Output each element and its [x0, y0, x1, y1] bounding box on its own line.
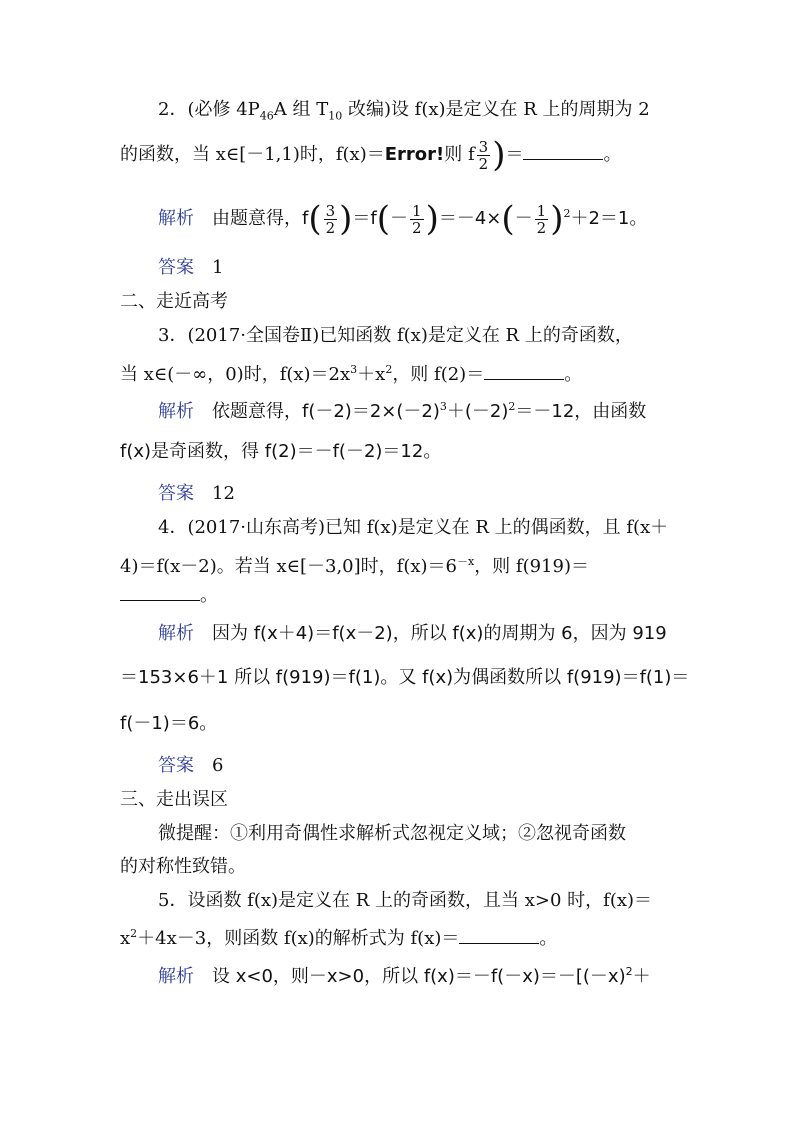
q2-line2-b: 则 f — [444, 144, 475, 165]
answer-value: 6 — [212, 755, 224, 776]
solution-4-line-1 — [158, 622, 718, 646]
exponent: 2 — [625, 965, 633, 978]
solution-label: 解析 — [158, 623, 194, 644]
q4-line2-a: 4)＝f(x－2)。若当 x∈[－3,0]时，f(x)＝6 — [120, 556, 457, 577]
fraction-3-2 — [477, 139, 491, 172]
tip-line-1 — [158, 822, 718, 846]
q5-line2-b: ＋4x－3，则函数 f(x)的解析式为 f(x)＝ — [137, 928, 460, 949]
q5-line2-c: 。 — [539, 928, 558, 949]
frac-num: 1 — [536, 201, 547, 220]
tip-line1: 微提醒：①利用奇偶性求解析式忽视定义域；②忽视奇函数 — [158, 823, 626, 844]
question-4-line-1 — [158, 516, 718, 540]
frac-num: 3 — [325, 201, 336, 220]
q3-line2-b: ＋x — [357, 364, 386, 385]
solution-4-line-2 — [120, 666, 690, 690]
answer-value: 1 — [212, 257, 224, 278]
section-title: 二、走近高考 — [120, 291, 228, 312]
solution-3-line-2 — [120, 440, 680, 464]
question-5-line-1 — [158, 889, 718, 913]
frac-den: 2 — [412, 218, 422, 237]
sol3-line2: f(x)是奇函数，得 f(2)＝－f(－2)＝12。 — [120, 441, 442, 462]
sol3-line1-b: ＋(－2) — [446, 401, 509, 422]
answer-value: 12 — [212, 483, 235, 504]
q3-line2-c: ，则 f(2)＝ — [392, 364, 485, 385]
answer-3 — [158, 482, 718, 506]
section-title: 三、走出误区 — [120, 789, 228, 810]
frac-num: 1 — [412, 201, 422, 220]
q2-sub-10: 10 — [328, 109, 343, 123]
question-5-line-2 — [120, 922, 680, 951]
exponent: 2 — [508, 400, 516, 413]
solution-label: 解析 — [158, 966, 194, 987]
q2-line2-a: 的函数，当 x∈[－1,1)时，f(x)＝ — [120, 144, 385, 165]
tip-line-2 — [120, 855, 680, 879]
sol4-line3: f(－1)＝6。 — [120, 713, 218, 734]
q4-line1: 4．(2017·山东高考)已知 f(x)是定义在 R 上的偶函数，且 f(x＋ — [158, 517, 669, 538]
solution-3-line-1 — [158, 395, 718, 424]
sol2-frac-2 — [410, 203, 424, 236]
paren-close: ) — [425, 199, 439, 239]
q3-line2-a: 当 x∈(－∞，0)时，f(x)＝2x — [120, 364, 351, 385]
frac-den: 2 — [536, 218, 547, 237]
sol2-frac-3 — [535, 203, 549, 236]
q3-line1: 3．(2017·全国卷Ⅱ)已知函数 f(x)是定义在 R 上的奇函数， — [158, 325, 633, 346]
q5-line1: 5．设函数 f(x)是定义在 R 上的奇函数，且当 x>0 时，f(x)＝ — [158, 890, 653, 911]
answer-blank — [459, 929, 539, 944]
question-2-line-1 — [158, 98, 718, 129]
sol5-tail: ＋ — [632, 966, 651, 987]
q4-line3: 。 — [200, 585, 218, 606]
q2-text-c: 改编)设 f(x)是定义在 R 上的周期为 2 — [342, 99, 650, 120]
solution-2 — [158, 199, 718, 239]
sol2-text-c: ＝－4× — [438, 208, 502, 229]
frac-num: 3 — [478, 137, 489, 156]
sol3-line1-c: ＝－12，由函数 — [515, 401, 647, 422]
sol3-line1-a: 依题意得，f(－2)＝2×(－2) — [212, 401, 440, 422]
exponent: 2 — [385, 363, 393, 376]
paren-open: ( — [308, 199, 322, 239]
question-3-line-1 — [158, 324, 718, 348]
exponent: 3 — [439, 400, 447, 413]
paren-close: ) — [550, 199, 564, 239]
paren-open: ( — [376, 199, 391, 239]
q2-line2-c: ＝ — [505, 144, 524, 165]
q5-line2-a: x — [120, 928, 131, 949]
answer-blank — [523, 145, 603, 160]
q2-sub-46: 46 — [259, 109, 274, 123]
answer-label: 答案 — [158, 483, 194, 504]
answer-label: 答案 — [158, 755, 194, 776]
question-4-line-2 — [120, 550, 680, 579]
solution-label: 解析 — [158, 208, 194, 229]
frac-den: 2 — [478, 154, 489, 173]
sol5-text: 设 x<0，则－x>0，所以 f(x)＝－f(－x)＝－[(－x) — [212, 966, 626, 987]
error-text: Error! — [384, 144, 445, 165]
answer-label: 答案 — [158, 257, 194, 278]
sol2-frac-1 — [324, 203, 338, 236]
answer-2 — [158, 256, 718, 280]
paren-open: ( — [501, 199, 515, 239]
answer-blank — [484, 365, 564, 380]
solution-label: 解析 — [158, 401, 194, 422]
q2-line2-d: 。 — [603, 144, 622, 165]
sol2-text-a: 由题意得，f — [212, 208, 309, 229]
q2-text-a: 2．(必修 4P — [158, 99, 260, 120]
sol2-text-b: ＝f — [352, 208, 377, 229]
paren-close: ) — [339, 199, 353, 239]
section-heading-3 — [120, 788, 680, 812]
paren-close: ) — [492, 135, 506, 175]
sol4-line2: ＝153×6＋1 所以 f(919)＝f(1)。又 f(x)为偶函数所以 f(919)＝f(1)＝ — [120, 667, 690, 688]
solution-5-line-1 — [158, 960, 718, 989]
neg-sign: － — [514, 208, 533, 229]
sol2-text-d: ＋2＝1。 — [570, 208, 648, 229]
exponent: 2 — [130, 927, 138, 940]
q3-line2-d: 。 — [564, 364, 583, 385]
section-heading-2 — [120, 290, 680, 314]
q4-line2-b: ，则 f(919)＝ — [474, 556, 589, 577]
question-4-line-3 — [120, 584, 680, 608]
question-2-line-2 — [120, 135, 680, 175]
answer-4 — [158, 754, 718, 778]
solution-4-line-3 — [120, 712, 680, 736]
q2-text-b: A 组 T — [273, 99, 329, 120]
exponent: －x — [456, 555, 475, 568]
answer-blank — [120, 586, 200, 601]
question-3-line-2 — [120, 358, 680, 387]
frac-den: 2 — [325, 218, 336, 237]
sol4-line1: 因为 f(x＋4)＝f(x－2)，所以 f(x)的周期为 6，因为 919 — [212, 623, 667, 644]
tip-line2: 的对称性致错。 — [120, 856, 246, 877]
neg-sign: － — [390, 208, 409, 229]
exponent: 3 — [350, 363, 358, 376]
exponent: 2 — [563, 207, 571, 220]
